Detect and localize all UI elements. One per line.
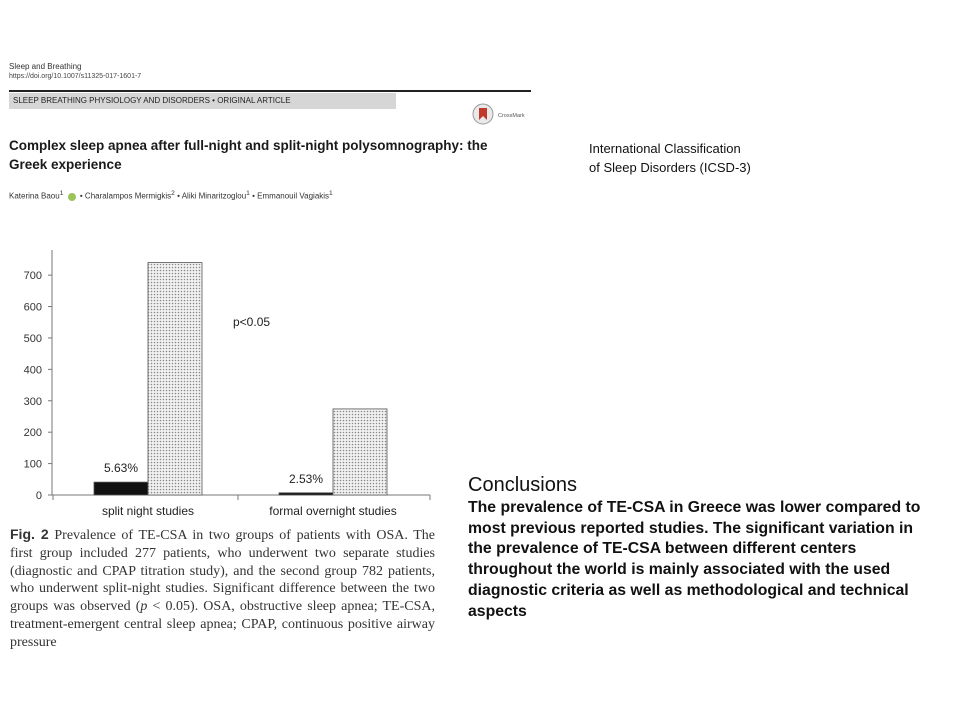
author-separator: • <box>177 191 180 201</box>
caption-text-1: Prevalence of TE-CSA in two groups of patients with OSA. The first group included 277 patients, who underwent two separate studies (diagnostic and CPAP titration study), and the second group 782 patients, who underwent split-night studies. Significant difference between the two groups was observed ( <box>10 528 436 615</box>
bar-total-1 <box>148 263 202 495</box>
author-affiliation: 1 <box>329 190 333 197</box>
bar-total-2 <box>333 409 387 495</box>
author-name: Katerina Baou <box>9 191 60 201</box>
bar-te-csa-1 <box>94 482 148 495</box>
y-tick-label: 700 <box>23 270 42 283</box>
journal-name: Sleep and Breathing <box>9 62 82 71</box>
doi-link[interactable]: https://doi.org/10.1007/s11325-017-1601-7 <box>9 73 142 80</box>
section-banner: SLEEP BREATHING PHYSIOLOGY AND DISORDERS • ORIGINAL ARTICLE <box>9 93 396 109</box>
author-affiliation: 1 <box>246 190 250 197</box>
caption-text-2: < 0.05). OSA, obstructive sleep apnea; TE-CSA, treatment-emergent central sleep apnea; CPAP, continuous positive airway pressure <box>10 599 435 650</box>
conclusions-heading: Conclusions <box>468 474 577 496</box>
classification-line-1: International Classification <box>589 141 741 156</box>
figure-caption <box>10 526 435 652</box>
crossmark-icon[interactable] <box>472 103 494 125</box>
y-tick-label: 300 <box>23 395 42 408</box>
y-tick-label: 500 <box>23 332 42 345</box>
orcid-icon[interactable] <box>68 193 76 201</box>
x-category-label: split night studies <box>101 504 195 518</box>
conclusions-text: The prevalence of TE-CSA in Greece was lower compared to most previous reported studies. The significant variation in the prevalence of TE-CSA between different centers throughout the world is mainly associated with the used diagnostic criteria as well as methodological and technical aspects <box>468 499 921 620</box>
author-separator: • <box>252 191 255 201</box>
data-label: 5.63% <box>103 461 139 476</box>
y-tick-label: 200 <box>23 427 42 440</box>
data-label: 2.53% <box>288 471 324 486</box>
author-list <box>9 190 333 201</box>
y-tick-label: 100 <box>23 458 42 471</box>
crossmark-label: CrossMark <box>498 113 525 119</box>
y-tick-label: 0 <box>35 490 42 502</box>
author-name: Charalampos Mermigkis <box>84 191 172 201</box>
author-name: Emmanouil Vagiakis <box>257 191 330 201</box>
y-tick-label: 600 <box>23 301 42 314</box>
author-affiliation: 2 <box>171 190 175 197</box>
x-category-label: formal overnight studies <box>269 504 397 518</box>
header-rule <box>9 90 531 92</box>
p-value-annotation: p<0.05 <box>233 315 271 329</box>
figure-number: Fig. 2 <box>10 526 49 542</box>
classification-note <box>589 139 849 177</box>
article-title: Complex sleep apnea after full-night and split-night polysomnography: the Greek experience <box>9 138 488 172</box>
author-affiliation: 1 <box>59 190 64 197</box>
classification-line-2: of Sleep Disorders (ICSD-3) <box>589 160 751 175</box>
author-name: Aliki Minaritzoglou <box>181 191 247 201</box>
prevalence-bar-chart <box>0 230 440 525</box>
caption-p-symbol: p <box>140 599 148 615</box>
conclusions-box <box>468 473 938 622</box>
y-tick-label: 400 <box>23 364 42 377</box>
author-separator: • <box>79 191 83 201</box>
bar-te-csa-2 <box>279 493 333 495</box>
